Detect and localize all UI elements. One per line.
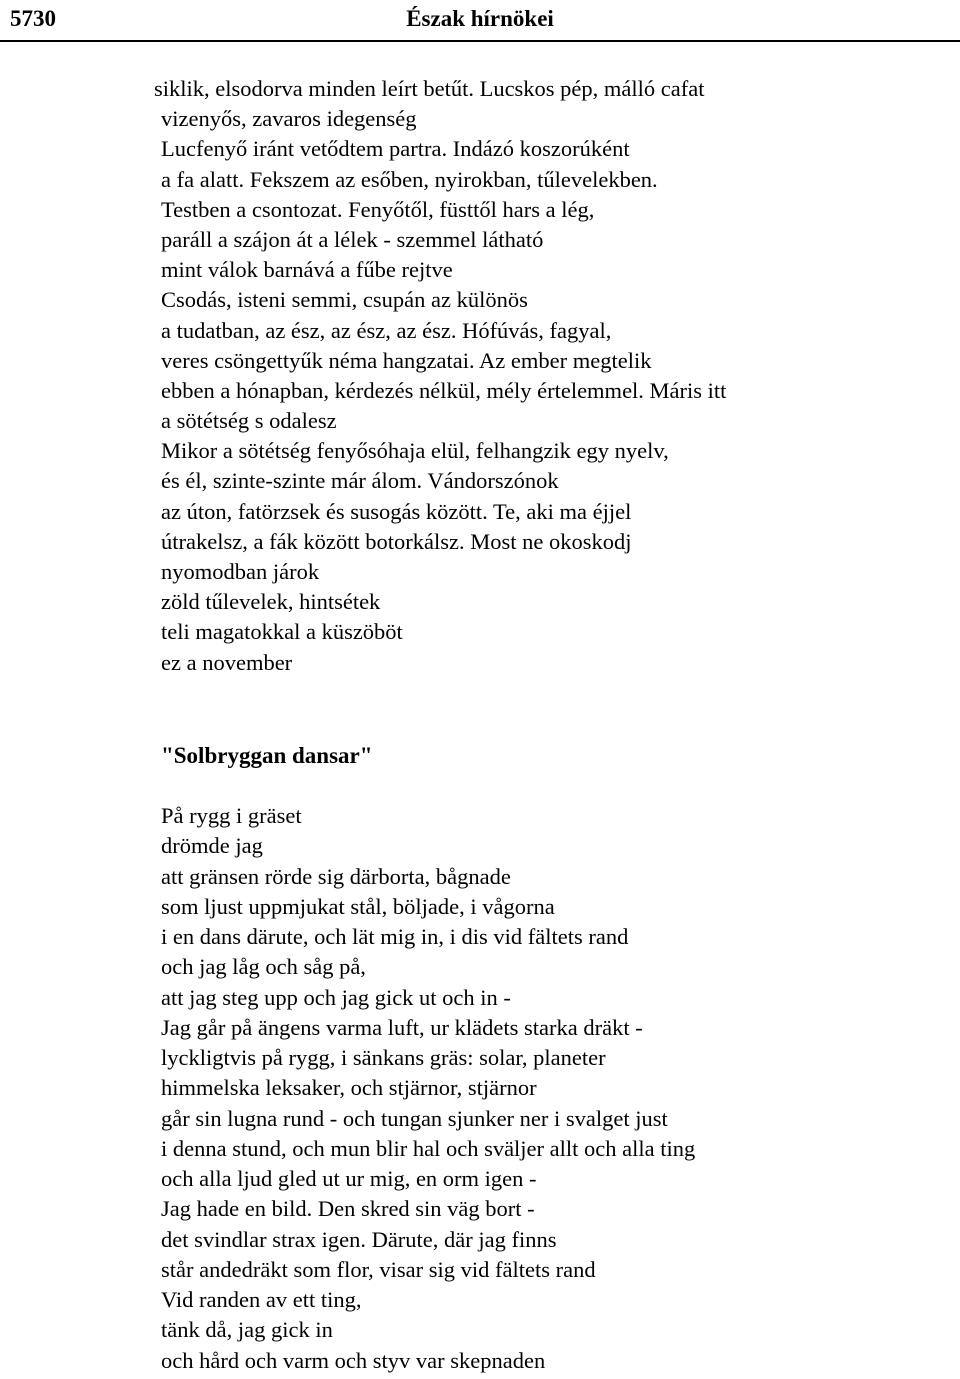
page-header <box>0 0 960 42</box>
poem-line: Testben a csontozat. Fenyőtől, füsttől hars a lég, <box>161 196 595 222</box>
poem-line: ebben a hónapban, kérdezés nélkül, mély értelemmel. Máris itt <box>161 377 727 403</box>
poem-swedish <box>161 801 695 1376</box>
poem-line: drömde jag <box>161 833 263 859</box>
poem-line: az úton, fatörzsek és susogás között. Te, aki ma éjjel <box>161 498 632 524</box>
poem-line: a tudatban, az ész, az ész, az ész. Hófúvás, fagyal, <box>161 317 612 343</box>
poem-line: ez a november <box>161 649 293 675</box>
poem-line: Jag går på ängens varma luft, ur klädets starka dräkt - <box>161 1014 643 1040</box>
poem-line: i en dans därute, och lät mig in, i dis vid fältets rand <box>161 924 629 949</box>
poem-line: a sötétség s odalesz <box>161 408 337 434</box>
poem-line: i denna stund, och mun blir hal och sväljer allt och alla ting <box>161 1135 696 1161</box>
poem-line: lyckligtvis på rygg, i sänkans gräs: solar, planeter <box>161 1045 606 1070</box>
poem-line: Csodás, isteni semmi, csupán az különös <box>161 287 528 313</box>
poem-line: att jag steg upp och jag gick ut och in - <box>161 984 511 1010</box>
poem-line: står andedräkt som flor, visar sig vid fältets rand <box>161 1256 596 1282</box>
poem-line: útrakelsz, a fák között botorkálsz. Most ne okoskodj <box>161 528 632 554</box>
poem-line: Lucfenyő iránt vetődtem partra. Indázó koszorúként <box>161 136 630 162</box>
poem-line: Mikor a sötétség fenyősóhaja elül, felhangzik egy nyelv, <box>161 438 669 464</box>
poem-line: Jag hade en bild. Den skred sin väg bort - <box>161 1196 535 1222</box>
poem-hungarian <box>154 74 727 678</box>
poem-line: det svindlar strax igen. Därute, där jag finns <box>161 1226 557 1252</box>
poem-line: veres csöngettyűk néma hangzatai. Az ember megtelik <box>161 347 652 373</box>
poem-line: och jag låg och såg på, <box>161 954 366 980</box>
poem-line: mint válok barnává a fűbe rejtve <box>161 257 453 283</box>
poem-line: és él, szinte-szinte már álom. Vándorszónok <box>161 468 559 494</box>
poem-line: tänk då, jag gick in <box>161 1317 333 1343</box>
page-number: 5730 <box>10 6 56 31</box>
poem-line: himmelska leksaker, och stjärnor, stjärnor <box>161 1075 537 1101</box>
poem-line: nyomodban járok <box>161 559 320 584</box>
poem-line: och hård och varm och styv var skepnaden <box>161 1347 546 1373</box>
poem-line: går sin lugna rund - och tungan sjunker ner i svalget just <box>161 1105 668 1131</box>
poem-line: paráll a szájon át a lélek - szemmel látható <box>161 226 544 252</box>
poem-line: zöld tűlevelek, hintsétek <box>161 589 381 615</box>
poem-line: vizenyős, zavaros idegenség <box>161 106 417 132</box>
running-title: Észak hírnökei <box>406 6 554 31</box>
poem-line: Vid randen av ett ting, <box>161 1287 362 1312</box>
poem-line: a fa alatt. Fekszem az esőben, nyirokban, tűlevelekben. <box>161 166 658 192</box>
poem-line: att gränsen rörde sig därborta, bågnade <box>161 863 511 889</box>
poem-line: teli magatokkal a küszöböt <box>161 619 403 645</box>
poem-line: som ljust uppmjukat stål, böljade, i vågorna <box>161 893 555 919</box>
poem-title: "Solbryggan dansar" <box>161 743 373 768</box>
poem-line: På rygg i gräset <box>161 803 302 828</box>
poem-line: och alla ljud gled ut ur mig, en orm igen - <box>161 1166 537 1191</box>
poem-line: siklik, elsodorva minden leírt betűt. Lucskos pép, málló cafat <box>154 76 705 101</box>
